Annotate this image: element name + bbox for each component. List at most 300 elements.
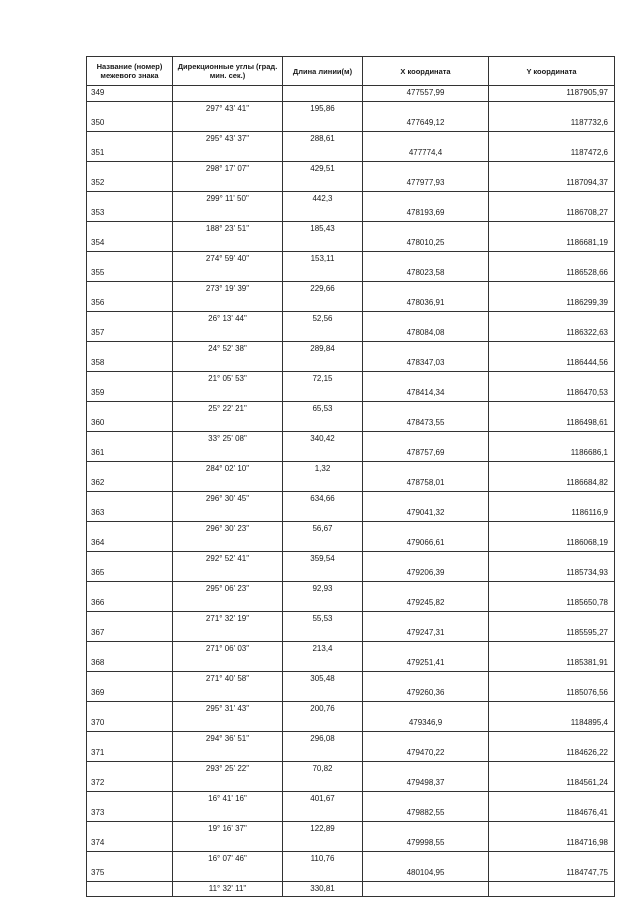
point-row bbox=[87, 626, 615, 641]
empty-cell bbox=[87, 761, 173, 776]
point-name: 352 bbox=[87, 176, 173, 191]
line-length: 296,08 bbox=[283, 731, 363, 746]
empty-cell bbox=[87, 611, 173, 626]
y-coordinate: 1186116,9 bbox=[489, 506, 615, 521]
segment-row bbox=[87, 311, 615, 326]
empty-cell bbox=[489, 311, 615, 326]
empty-cell bbox=[87, 821, 173, 836]
empty-cell bbox=[489, 521, 615, 536]
point-name: 361 bbox=[87, 446, 173, 461]
point-row bbox=[87, 146, 615, 161]
x-coordinate: 479346,9 bbox=[363, 716, 489, 731]
x-coordinate: 478414,34 bbox=[363, 386, 489, 401]
empty-cell bbox=[283, 596, 363, 611]
line-length: 153,11 bbox=[283, 251, 363, 266]
x-coordinate: 478473,55 bbox=[363, 416, 489, 431]
empty-cell bbox=[489, 851, 615, 866]
segment-row bbox=[87, 881, 615, 897]
x-coordinate: 478757,69 bbox=[363, 446, 489, 461]
point-row bbox=[87, 116, 615, 131]
y-coordinate: 1186686,1 bbox=[489, 446, 615, 461]
x-coordinate: 479247,31 bbox=[363, 626, 489, 641]
point-row bbox=[87, 806, 615, 821]
empty-cell bbox=[363, 401, 489, 416]
point-name: 375 bbox=[87, 866, 173, 881]
empty-cell bbox=[173, 566, 283, 581]
x-coordinate: 478084,08 bbox=[363, 326, 489, 341]
point-row bbox=[87, 536, 615, 551]
empty-cell bbox=[173, 866, 283, 881]
empty-cell bbox=[283, 176, 363, 191]
segment-row bbox=[87, 761, 615, 776]
empty-cell bbox=[173, 536, 283, 551]
direction-angle: 271° 32' 19" bbox=[173, 611, 283, 626]
x-coordinate: 479882,55 bbox=[363, 806, 489, 821]
empty-cell bbox=[283, 536, 363, 551]
x-coordinate: 479470,22 bbox=[363, 746, 489, 761]
empty-cell bbox=[173, 836, 283, 851]
direction-angle: 24° 52' 38" bbox=[173, 341, 283, 356]
y-coordinate: 1185595,27 bbox=[489, 626, 615, 641]
header-y: Y координата bbox=[489, 57, 615, 86]
empty-cell bbox=[363, 491, 489, 506]
segment-row bbox=[87, 791, 615, 806]
point-row bbox=[87, 506, 615, 521]
direction-angle: 294° 36' 51" bbox=[173, 731, 283, 746]
empty-cell bbox=[283, 266, 363, 281]
empty-cell bbox=[363, 521, 489, 536]
y-coordinate: 1186444,56 bbox=[489, 356, 615, 371]
x-coordinate: 478036,91 bbox=[363, 296, 489, 311]
empty-cell bbox=[363, 221, 489, 236]
empty-cell bbox=[173, 476, 283, 491]
empty-cell bbox=[87, 341, 173, 356]
segment-row bbox=[87, 551, 615, 566]
x-coordinate: 478193,69 bbox=[363, 206, 489, 221]
point-row bbox=[87, 686, 615, 701]
empty-cell bbox=[173, 356, 283, 371]
empty-cell bbox=[283, 146, 363, 161]
point-row bbox=[87, 446, 615, 461]
line-length: 56,67 bbox=[283, 521, 363, 536]
empty-cell bbox=[87, 131, 173, 146]
point-row bbox=[87, 386, 615, 401]
point-name: 360 bbox=[87, 416, 173, 431]
empty-cell bbox=[363, 611, 489, 626]
empty-cell bbox=[283, 386, 363, 401]
empty-cell bbox=[173, 296, 283, 311]
x-coordinate: 480104,95 bbox=[363, 866, 489, 881]
empty-cell bbox=[363, 551, 489, 566]
y-coordinate: 1186299,39 bbox=[489, 296, 615, 311]
line-length: 1,32 bbox=[283, 461, 363, 476]
point-name: 358 bbox=[87, 356, 173, 371]
point-name: 365 bbox=[87, 566, 173, 581]
point-name: 351 bbox=[87, 146, 173, 161]
point-row bbox=[87, 836, 615, 851]
table-body bbox=[87, 86, 615, 897]
segment-row bbox=[87, 281, 615, 296]
point-row bbox=[87, 656, 615, 671]
point-name: 371 bbox=[87, 746, 173, 761]
direction-angle: 274° 59' 40" bbox=[173, 251, 283, 266]
empty-cell bbox=[489, 821, 615, 836]
point-name: 354 bbox=[87, 236, 173, 251]
empty-cell bbox=[283, 296, 363, 311]
point-name: 366 bbox=[87, 596, 173, 611]
y-coordinate: 1187094,37 bbox=[489, 176, 615, 191]
y-coordinate: 1186528,66 bbox=[489, 266, 615, 281]
empty-cell bbox=[363, 341, 489, 356]
x-coordinate: 478758,01 bbox=[363, 476, 489, 491]
point-name: 368 bbox=[87, 656, 173, 671]
direction-angle: 11° 32' 11" bbox=[173, 881, 283, 897]
segment-row bbox=[87, 701, 615, 716]
empty-cell bbox=[283, 506, 363, 521]
empty-cell bbox=[87, 191, 173, 206]
empty-cell bbox=[489, 881, 615, 897]
empty-cell bbox=[283, 236, 363, 251]
y-coordinate: 1184895,4 bbox=[489, 716, 615, 731]
empty-cell bbox=[173, 596, 283, 611]
direction-angle: 296° 30' 45" bbox=[173, 491, 283, 506]
empty-cell bbox=[283, 326, 363, 341]
empty-cell bbox=[489, 401, 615, 416]
y-coordinate: 1185650,78 bbox=[489, 596, 615, 611]
direction-angle: 19° 16' 37" bbox=[173, 821, 283, 836]
empty-cell bbox=[173, 506, 283, 521]
empty-cell bbox=[489, 341, 615, 356]
empty-cell bbox=[489, 581, 615, 596]
x-coordinate: 477557,99 bbox=[363, 86, 489, 102]
empty-cell bbox=[87, 851, 173, 866]
empty-cell bbox=[173, 266, 283, 281]
empty-cell bbox=[87, 731, 173, 746]
direction-angle: 33° 25' 08" bbox=[173, 431, 283, 446]
empty-cell bbox=[489, 101, 615, 116]
line-length: 185,43 bbox=[283, 221, 363, 236]
point-name: 369 bbox=[87, 686, 173, 701]
empty-cell bbox=[283, 476, 363, 491]
empty-cell bbox=[283, 206, 363, 221]
direction-angle: 284° 02' 10" bbox=[173, 461, 283, 476]
empty-cell bbox=[489, 281, 615, 296]
direction-angle: 271° 06' 03" bbox=[173, 641, 283, 656]
empty-cell bbox=[87, 551, 173, 566]
empty-cell bbox=[87, 581, 173, 596]
point-name: 362 bbox=[87, 476, 173, 491]
empty-cell bbox=[489, 491, 615, 506]
point-row bbox=[87, 596, 615, 611]
point-row bbox=[87, 296, 615, 311]
empty-cell bbox=[87, 101, 173, 116]
line-length: 72,15 bbox=[283, 371, 363, 386]
y-coordinate: 1184716,98 bbox=[489, 836, 615, 851]
empty-cell bbox=[87, 431, 173, 446]
empty-cell bbox=[87, 521, 173, 536]
point-row bbox=[87, 266, 615, 281]
empty-cell bbox=[363, 881, 489, 897]
empty-cell bbox=[363, 731, 489, 746]
x-coordinate: 477649,12 bbox=[363, 116, 489, 131]
empty-cell bbox=[173, 656, 283, 671]
segment-row bbox=[87, 731, 615, 746]
direction-angle: 295° 06' 23" bbox=[173, 581, 283, 596]
segment-row bbox=[87, 581, 615, 596]
empty-cell bbox=[173, 116, 283, 131]
segment-row bbox=[87, 371, 615, 386]
empty-cell bbox=[363, 101, 489, 116]
point-name: 372 bbox=[87, 776, 173, 791]
point-name: 363 bbox=[87, 506, 173, 521]
direction-angle: 295° 43' 37" bbox=[173, 131, 283, 146]
point-row bbox=[87, 866, 615, 881]
x-coordinate: 479041,32 bbox=[363, 506, 489, 521]
empty-cell bbox=[87, 371, 173, 386]
empty-cell bbox=[173, 776, 283, 791]
point-row bbox=[87, 716, 615, 731]
point-name: 356 bbox=[87, 296, 173, 311]
line-length: 52,56 bbox=[283, 311, 363, 326]
point-name: 367 bbox=[87, 626, 173, 641]
line-length: 200,76 bbox=[283, 701, 363, 716]
direction-angle: 16° 07' 46" bbox=[173, 851, 283, 866]
empty-cell bbox=[489, 191, 615, 206]
empty-cell bbox=[283, 446, 363, 461]
empty-cell bbox=[173, 746, 283, 761]
y-coordinate: 1185381,91 bbox=[489, 656, 615, 671]
point-name: 373 bbox=[87, 806, 173, 821]
empty-cell bbox=[283, 566, 363, 581]
line-length: 330,81 bbox=[283, 881, 363, 897]
x-coordinate: 478010,25 bbox=[363, 236, 489, 251]
line-length: 122,89 bbox=[283, 821, 363, 836]
empty-cell bbox=[489, 461, 615, 476]
empty-cell bbox=[87, 461, 173, 476]
y-coordinate: 1186708,27 bbox=[489, 206, 615, 221]
empty-cell bbox=[363, 761, 489, 776]
empty-cell bbox=[173, 686, 283, 701]
line-length: 359,54 bbox=[283, 551, 363, 566]
direction-angle: 292° 52' 41" bbox=[173, 551, 283, 566]
empty-cell bbox=[489, 731, 615, 746]
empty-cell bbox=[173, 806, 283, 821]
empty-cell bbox=[283, 356, 363, 371]
empty-cell bbox=[173, 416, 283, 431]
empty-cell bbox=[363, 461, 489, 476]
x-coordinate: 479998,55 bbox=[363, 836, 489, 851]
x-coordinate: 479251,41 bbox=[363, 656, 489, 671]
empty-cell bbox=[489, 671, 615, 686]
empty-cell bbox=[283, 116, 363, 131]
empty-cell bbox=[87, 881, 173, 897]
segment-row bbox=[87, 101, 615, 116]
x-coordinate: 477977,93 bbox=[363, 176, 489, 191]
segment-row bbox=[87, 431, 615, 446]
line-length: 70,82 bbox=[283, 761, 363, 776]
segment-row bbox=[87, 671, 615, 686]
empty-cell bbox=[173, 206, 283, 221]
y-coordinate: 1186068,19 bbox=[489, 536, 615, 551]
empty-cell bbox=[363, 821, 489, 836]
empty-cell bbox=[87, 311, 173, 326]
line-length: 65,53 bbox=[283, 401, 363, 416]
x-coordinate: 477774,4 bbox=[363, 146, 489, 161]
empty-cell bbox=[363, 701, 489, 716]
segment-row bbox=[87, 491, 615, 506]
point-row bbox=[87, 326, 615, 341]
x-coordinate: 479206,39 bbox=[363, 566, 489, 581]
empty-cell bbox=[363, 131, 489, 146]
point-row bbox=[87, 566, 615, 581]
empty-cell bbox=[173, 386, 283, 401]
y-coordinate: 1184747,75 bbox=[489, 866, 615, 881]
segment-row bbox=[87, 851, 615, 866]
direction-angle: 293° 25' 22" bbox=[173, 761, 283, 776]
y-coordinate: 1186684,82 bbox=[489, 476, 615, 491]
point-name: 374 bbox=[87, 836, 173, 851]
table-header-row bbox=[87, 57, 615, 86]
empty-cell bbox=[87, 641, 173, 656]
y-coordinate: 1186470,53 bbox=[489, 386, 615, 401]
point-row bbox=[87, 746, 615, 761]
line-length: 401,67 bbox=[283, 791, 363, 806]
direction-angle: 21° 05' 53" bbox=[173, 371, 283, 386]
empty-cell bbox=[363, 671, 489, 686]
header-length: Длина линии(м) bbox=[283, 57, 363, 86]
boundary-coordinates-table bbox=[86, 56, 615, 897]
x-coordinate: 478347,03 bbox=[363, 356, 489, 371]
y-coordinate: 1184676,41 bbox=[489, 806, 615, 821]
empty-cell bbox=[363, 641, 489, 656]
empty-cell bbox=[363, 371, 489, 386]
segment-row bbox=[87, 131, 615, 146]
segment-row bbox=[87, 611, 615, 626]
point-name: 355 bbox=[87, 266, 173, 281]
x-coordinate: 479498,37 bbox=[363, 776, 489, 791]
empty-cell bbox=[489, 701, 615, 716]
line-length: 340,42 bbox=[283, 431, 363, 446]
line-length: 110,76 bbox=[283, 851, 363, 866]
y-coordinate: 1187732,6 bbox=[489, 116, 615, 131]
line-length: 55,53 bbox=[283, 611, 363, 626]
x-coordinate: 479260,36 bbox=[363, 686, 489, 701]
empty-cell bbox=[87, 281, 173, 296]
line-length: 195,86 bbox=[283, 101, 363, 116]
line-length: 305,48 bbox=[283, 671, 363, 686]
empty-cell bbox=[173, 326, 283, 341]
empty-cell bbox=[173, 236, 283, 251]
direction-angle: 16° 41' 16" bbox=[173, 791, 283, 806]
empty-cell bbox=[363, 251, 489, 266]
empty-cell bbox=[489, 221, 615, 236]
line-length: 288,61 bbox=[283, 131, 363, 146]
line-length: 289,84 bbox=[283, 341, 363, 356]
direction-angle: 296° 30' 23" bbox=[173, 521, 283, 536]
empty-cell bbox=[87, 671, 173, 686]
y-coordinate: 1187472,6 bbox=[489, 146, 615, 161]
y-coordinate: 1184561,24 bbox=[489, 776, 615, 791]
empty-cell bbox=[363, 281, 489, 296]
y-coordinate: 1186322,63 bbox=[489, 326, 615, 341]
line-length: 92,93 bbox=[283, 581, 363, 596]
empty-cell bbox=[363, 161, 489, 176]
point-name: 350 bbox=[87, 116, 173, 131]
empty-cell bbox=[489, 251, 615, 266]
point-row bbox=[87, 416, 615, 431]
direction-angle: 273° 19' 39" bbox=[173, 281, 283, 296]
point-row bbox=[87, 356, 615, 371]
empty-cell bbox=[173, 176, 283, 191]
empty-cell bbox=[283, 716, 363, 731]
point-row bbox=[87, 86, 615, 102]
point-name: 349 bbox=[87, 86, 173, 102]
segment-row bbox=[87, 821, 615, 836]
line-length: 442,3 bbox=[283, 191, 363, 206]
empty-cell bbox=[363, 191, 489, 206]
empty-cell bbox=[283, 746, 363, 761]
x-coordinate: 478023,58 bbox=[363, 266, 489, 281]
segment-row bbox=[87, 191, 615, 206]
segment-row bbox=[87, 221, 615, 236]
segment-row bbox=[87, 461, 615, 476]
empty-cell bbox=[489, 791, 615, 806]
line-length: 229,66 bbox=[283, 281, 363, 296]
segment-row bbox=[87, 641, 615, 656]
empty-cell bbox=[363, 791, 489, 806]
empty-cell bbox=[283, 86, 363, 102]
header-name: Название (номер) межевого знака bbox=[87, 57, 173, 86]
empty-cell bbox=[173, 146, 283, 161]
y-coordinate: 1187905,97 bbox=[489, 86, 615, 102]
empty-cell bbox=[283, 866, 363, 881]
empty-cell bbox=[87, 251, 173, 266]
point-name: 357 bbox=[87, 326, 173, 341]
empty-cell bbox=[489, 611, 615, 626]
line-length: 213,4 bbox=[283, 641, 363, 656]
direction-angle: 25° 22' 21" bbox=[173, 401, 283, 416]
header-x: X координата bbox=[363, 57, 489, 86]
empty-cell bbox=[283, 806, 363, 821]
point-row bbox=[87, 206, 615, 221]
empty-cell bbox=[363, 581, 489, 596]
point-row bbox=[87, 236, 615, 251]
point-name: 364 bbox=[87, 536, 173, 551]
empty-cell bbox=[87, 401, 173, 416]
y-coordinate: 1186498,61 bbox=[489, 416, 615, 431]
segment-row bbox=[87, 521, 615, 536]
point-name: 359 bbox=[87, 386, 173, 401]
point-row bbox=[87, 776, 615, 791]
empty-cell bbox=[283, 656, 363, 671]
point-name: 353 bbox=[87, 206, 173, 221]
empty-cell bbox=[489, 551, 615, 566]
x-coordinate: 479245,82 bbox=[363, 596, 489, 611]
empty-cell bbox=[173, 86, 283, 102]
empty-cell bbox=[489, 131, 615, 146]
direction-angle: 26° 13' 44" bbox=[173, 311, 283, 326]
empty-cell bbox=[87, 161, 173, 176]
empty-cell bbox=[489, 431, 615, 446]
line-length: 634,66 bbox=[283, 491, 363, 506]
empty-cell bbox=[173, 446, 283, 461]
segment-row bbox=[87, 401, 615, 416]
empty-cell bbox=[489, 161, 615, 176]
point-name: 370 bbox=[87, 716, 173, 731]
empty-cell bbox=[489, 761, 615, 776]
empty-cell bbox=[87, 791, 173, 806]
empty-cell bbox=[363, 431, 489, 446]
